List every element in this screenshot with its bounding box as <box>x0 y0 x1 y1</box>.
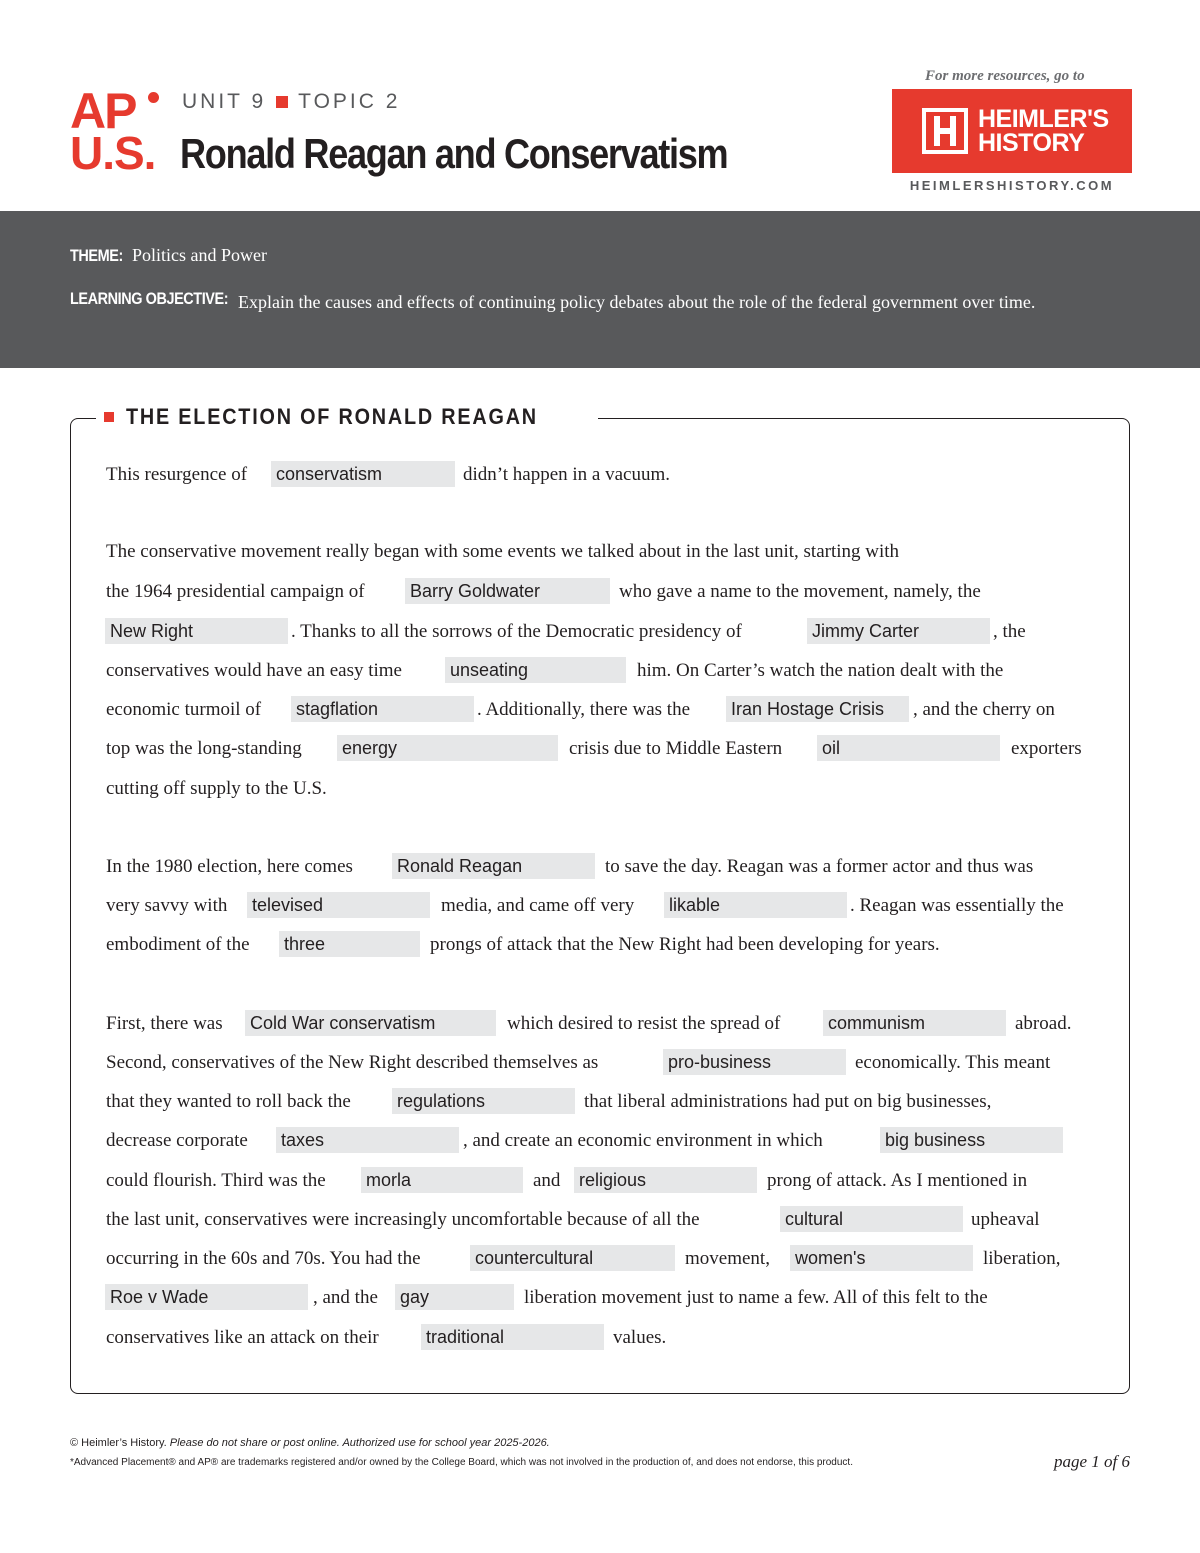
learning-objective-row <box>70 287 1128 317</box>
fill-blank[interactable]: three <box>279 931 420 957</box>
square-bullet-icon <box>104 412 114 422</box>
body-text: crisis due to Middle Eastern <box>569 738 783 759</box>
body-text: Second, conservatives of the New Right described themselves as <box>106 1052 599 1073</box>
body-text: who gave a name to the movement, namely, the <box>619 581 981 602</box>
theme-row <box>70 245 267 266</box>
fill-blank[interactable]: Roe v Wade <box>105 1284 308 1310</box>
body-text: economic turmoil of <box>106 699 262 720</box>
brand-url-link[interactable]: HEIMLERSHISTORY.COM <box>909 178 1115 193</box>
logo-ap-text: AP <box>70 83 136 139</box>
theme-value: Politics and Power <box>132 245 267 265</box>
body-text: and <box>533 1170 561 1191</box>
fill-blank[interactable]: oil <box>817 735 1000 761</box>
promo-text: For more resources, go to <box>925 68 1085 84</box>
body-text: occurring in the 60s and 70s. You had the <box>106 1248 421 1269</box>
body-text: . Reagan was essentially the <box>850 895 1064 916</box>
fill-blank[interactable]: Jimmy Carter <box>807 618 990 644</box>
logo-dot-icon <box>148 92 159 103</box>
hh-monogram-icon <box>922 108 968 154</box>
body-text: conservatives like an attack on their <box>106 1327 379 1348</box>
body-text: In the 1980 election, here comes <box>106 856 353 877</box>
fill-blank[interactable]: gay <box>395 1284 514 1310</box>
fill-blank[interactable]: Cold War conservatism <box>245 1010 496 1036</box>
fill-blank[interactable]: traditional <box>421 1324 604 1350</box>
body-text: that they wanted to roll back the <box>106 1091 351 1112</box>
body-text: that liberal administrations had put on big businesses, <box>584 1091 992 1112</box>
body-text: . Additionally, there was the <box>477 699 690 720</box>
body-text: which desired to resist the spread of <box>507 1013 781 1034</box>
fill-blank[interactable]: energy <box>337 735 558 761</box>
copyright-text: © Heimler’s History. <box>70 1437 167 1449</box>
body-text: to save the day. Reagan was a former actor and thus was <box>605 856 1034 877</box>
fill-blank[interactable]: morla <box>361 1167 523 1193</box>
fill-blank[interactable]: regulations <box>392 1088 575 1114</box>
body-text: the 1964 presidential campaign of <box>106 581 365 602</box>
trademark-notice: *Advanced Placement® and AP® are trademarks registered and/or owned by the College Board, which was not involved in the production of, and does not endorse, this product. <box>70 1457 853 1468</box>
fill-blank[interactable]: unseating <box>445 657 626 683</box>
fill-blank[interactable]: Barry Goldwater <box>405 578 610 604</box>
body-text: exporters <box>1011 738 1082 759</box>
section-heading <box>96 404 598 430</box>
usage-notice: Please do not share or post online. Authorized use for school year 2025-2026. <box>169 1437 550 1449</box>
body-text: First, there was <box>106 1013 223 1034</box>
fill-blank[interactable]: taxes <box>276 1127 459 1153</box>
body-text: decrease corporate <box>106 1130 248 1151</box>
brand-line-1: HEIMLER'S <box>978 105 1109 133</box>
body-text: movement, <box>685 1248 770 1269</box>
body-text: could flourish. Third was the <box>106 1170 326 1191</box>
fill-blank[interactable]: cultural <box>780 1206 963 1232</box>
body-text: , and create an economic environment in which <box>463 1130 823 1151</box>
body-text: The conservative movement really began with some events we talked about in the last unit, starting with <box>106 541 900 562</box>
body-text: . Thanks to all the sorrows of the Democratic presidency of <box>291 621 742 642</box>
body-text: didn’t happen in a vacuum. <box>463 464 671 485</box>
body-text: media, and came off very <box>441 895 635 916</box>
page-number: page 1 of 6 <box>1053 1452 1130 1471</box>
learning-objective-label: LEARNING OBJECTIVE: <box>70 289 229 308</box>
fill-blank[interactable]: women's <box>790 1245 973 1271</box>
topic-label: TOPIC 2 <box>298 90 401 113</box>
page-title: Ronald Reagan and Conservatism <box>180 130 728 177</box>
body-text: upheaval <box>971 1209 1040 1230</box>
unit-topic-line <box>182 90 400 114</box>
body-text: prong of attack. As I mentioned in <box>767 1170 1028 1191</box>
body-text: liberation movement just to name a few. All of this felt to the <box>524 1287 988 1308</box>
body-text: prongs of attack that the New Right had been developing for years. <box>430 934 940 955</box>
fill-blank[interactable]: New Right <box>105 618 288 644</box>
fill-blank[interactable]: communism <box>823 1010 1006 1036</box>
body-text: liberation, <box>983 1248 1061 1269</box>
brand-name <box>978 107 1109 155</box>
fill-blank[interactable]: televised <box>247 892 430 918</box>
fill-blank[interactable]: Ronald Reagan <box>392 853 595 879</box>
fill-blank[interactable]: religious <box>574 1167 757 1193</box>
body-text: economically. This meant <box>855 1052 1051 1073</box>
body-text: embodiment of the <box>106 934 250 955</box>
fill-blank[interactable]: big business <box>880 1127 1063 1153</box>
fill-blank[interactable]: Iran Hostage Crisis <box>726 696 909 722</box>
body-text: This resurgence of <box>106 464 248 485</box>
body-text: top was the long-standing <box>106 738 302 759</box>
brand-line-2: HISTORY <box>978 129 1085 157</box>
body-text: , and the <box>313 1287 378 1308</box>
fill-blank[interactable]: pro-business <box>663 1049 846 1075</box>
fill-blank[interactable]: stagflation <box>291 696 474 722</box>
theme-band <box>0 211 1200 368</box>
body-text: values. <box>613 1327 667 1348</box>
body-text: abroad. <box>1015 1013 1072 1034</box>
body-text: the last unit, conservatives were increasingly uncomfortable because of all the <box>106 1209 700 1230</box>
heimlers-history-logo[interactable] <box>892 89 1132 173</box>
ap-us-logo <box>70 83 162 179</box>
body-text: conservatives would have an easy time <box>106 660 402 681</box>
body-text: , the <box>993 621 1026 642</box>
body-text: very savvy with <box>106 895 228 916</box>
fill-blank[interactable]: countercultural <box>470 1245 675 1271</box>
learning-objective-value: Explain the causes and effects of continuing policy debates about the role of the federal government over time. <box>238 292 1036 312</box>
fill-blank[interactable]: conservatism <box>271 461 455 487</box>
unit-label: UNIT 9 <box>182 90 267 113</box>
theme-label: THEME: <box>70 246 123 265</box>
section-heading-text: THE ELECTION OF RONALD REAGAN <box>126 404 538 429</box>
body-text: cutting off supply to the U.S. <box>106 778 327 799</box>
body-text: , and the cherry on <box>913 699 1055 720</box>
square-bullet-icon <box>276 96 288 108</box>
copyright-line <box>70 1437 550 1449</box>
fill-blank[interactable]: likable <box>664 892 847 918</box>
logo-us-text: U.S. <box>70 127 156 179</box>
body-text: him. On Carter’s watch the nation dealt with the <box>637 660 1004 681</box>
